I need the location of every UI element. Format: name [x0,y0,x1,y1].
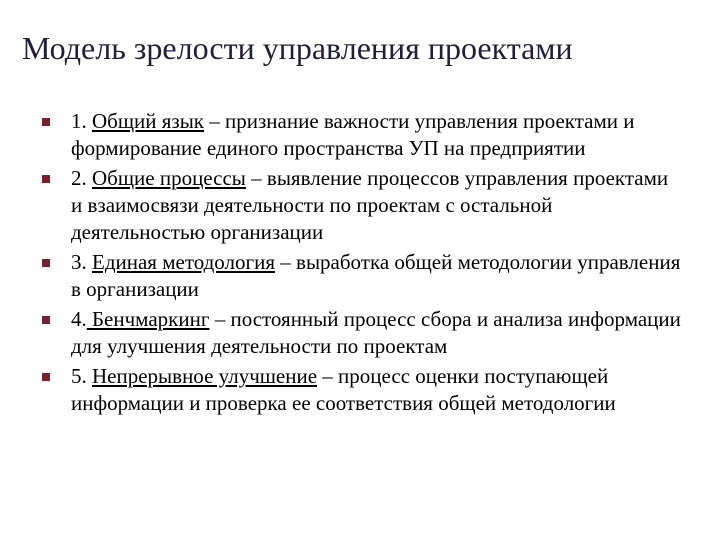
item-number: 1. [71,109,87,133]
square-bullet-icon [42,373,50,381]
item-term: Бенчмаркинг [86,307,210,331]
bullet-list [42,108,682,420]
square-bullet-icon [42,316,50,324]
item-number: 5. [71,364,87,388]
item-term: Непрерывное улучшение [92,364,318,388]
item-description: – постоянный процесс сбора и анализа информации для улучшения деятельности по проектам [71,307,681,358]
item-number: 4. [71,307,87,331]
list-item [42,165,682,246]
item-description: – признание важности управления проектами и формирование единого пространства УП на предприятии [71,109,635,160]
item-number: 3. [71,250,87,274]
list-item [42,108,682,162]
item-term: Общие процессы [92,166,246,190]
item-term: Единая методология [92,250,276,274]
list-item [42,306,682,360]
item-description: – процесс оценки поступающей информации и проверка ее соответствия общей методологии [71,364,616,415]
item-number: 2. [71,166,87,190]
item-description: – выработка общей методологии управления в организации [71,250,681,301]
item-term: Общий язык [92,109,205,133]
slide-title: Модель зрелости управления проектами [22,30,573,66]
square-bullet-icon [42,259,50,267]
square-bullet-icon [42,175,50,183]
list-item [42,363,682,417]
list-item [42,249,682,303]
item-description: – выявление процессов управления проектами и взаимосвязи деятельности по проектам с остальной деятельностью организации [71,166,669,244]
square-bullet-icon [42,118,50,126]
